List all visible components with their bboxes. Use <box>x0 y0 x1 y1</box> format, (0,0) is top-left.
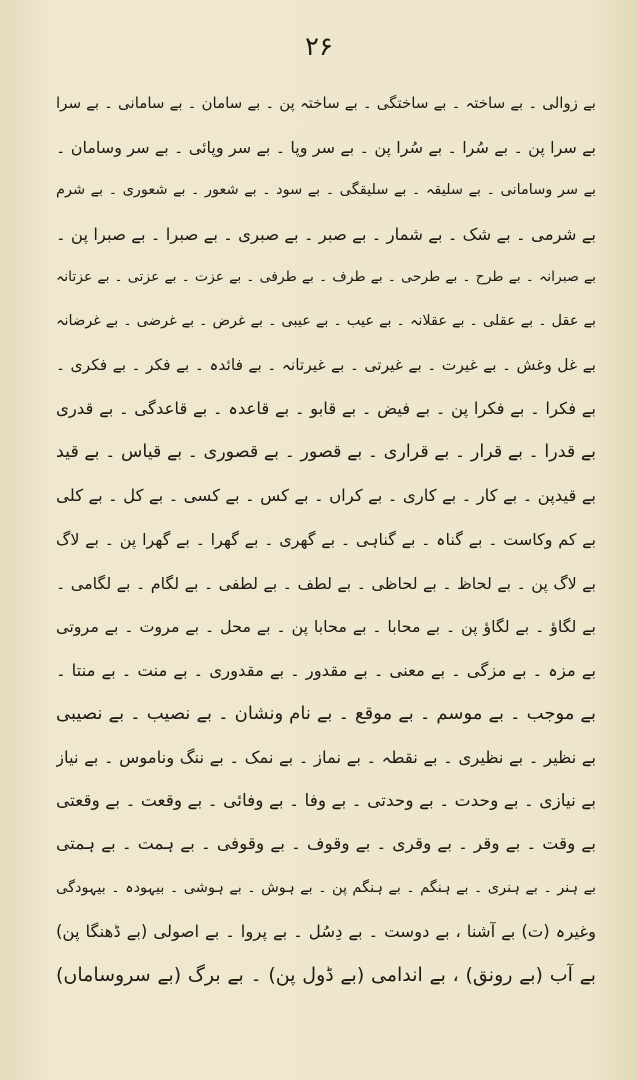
text-line: بے فکرا ۔ بے فکرا پن ۔ بے فیض ۔ بے قابو ۔ بے قاعدہ ۔ بے قاعدگی ۔ بے قدری <box>56 399 596 419</box>
text-body <box>56 82 596 997</box>
text-line: بے سرا پن ۔ بے سُرا ۔ بے سُرا پن ۔ بے سر وپا ۔ بے سر وپائی ۔ بے سر وسامان ۔ <box>56 137 596 157</box>
text-line: بے سر وسامانی ۔ بے سلیقہ ۔ بے سلیقگی ۔ بے سود ۔ بے شعور ۔ بے شعوری ۔ بے شرم <box>56 182 596 199</box>
text-line: بے لگاؤ ۔ بے لگاؤ پن ۔ بے محابا ۔ بے محابا پن ۔ بے محل ۔ بے مروت ۔ بے مروتی <box>56 617 596 637</box>
text-line: بے لاگ پن ۔ بے لحاظ ۔ بے لحاظی ۔ بے لطف ۔ بے لطفی ۔ بے لگام ۔ بے لگامی ۔ <box>56 573 596 593</box>
text-line: بے عقل ۔ بے عقلی ۔ بے عقلانہ ۔ بے عیب ۔ بے عیبی ۔ بے غرض ۔ بے غرضی ۔ بے غرضانہ <box>56 312 596 329</box>
text-line: بے غل وغش ۔ بے غیرت ۔ بے غیرتی ۔ بے غیرتانہ ۔ بے فائدہ ۔ بے فکر ۔ بے فکری ۔ <box>56 355 596 374</box>
text-line: بے مزہ ۔ بے مزگی ۔ بے معنی ۔ بے مقدور ۔ بے مقدوری ۔ بے منت ۔ بے منتا ۔ <box>56 660 596 680</box>
text-line: بے زوالی ۔ بے ساختہ ۔ بے ساختگی ۔ بے ساختہ پن ۔ بے سامان ۔ بے سامانی ۔ بے سرا <box>56 94 596 112</box>
text-line: بے قیدپن ۔ بے کار ۔ بے کاری ۔ بے کراں ۔ بے کس ۔ بے کسی ۔ بے کل ۔ بے کلی <box>56 486 596 506</box>
text-line: بے موجب ۔ بے موسم ۔ بے موقع ۔ بے نام ونشان ۔ بے نصیب ۔ بے نصیبی <box>56 703 596 725</box>
text-line: بے کم وکاست ۔ بے گناہ ۔ بے گناہی ۔ بے گھری ۔ بے گھرا ۔ بے گھرا پن ۔ بے لاگ <box>56 529 596 549</box>
text-line: بے صبرانہ ۔ بے طرح ۔ بے طرحی ۔ بے طرف ۔ بے طرفی ۔ بے عزت ۔ بے عزتی ۔ بے عزتانہ <box>56 269 596 286</box>
text-line: بے ہنر ۔ بے ہنری ۔ بے ہنگم ۔ بے ہنگم پن ۔ بے ہوش ۔ بے ہوشی ۔ بیہودہ ۔ بیہودگی <box>56 879 596 896</box>
text-line: بے قدرا ۔ بے قرار ۔ بے قراری ۔ بے قصور ۔ بے قصوری ۔ بے قیاس ۔ بے قید <box>56 441 596 462</box>
text-line: بے نیازی ۔ بے وحدت ۔ بے وحدتی ۔ بے وفا ۔ بے وفائی ۔ بے وقعت ۔ بے وقعتی <box>56 790 596 811</box>
text-line: بے وقت ۔ بے وقر ۔ بے وقری ۔ بے وقوف ۔ بے وقوفی ۔ بے ہمت ۔ بے ہمتی <box>56 834 596 855</box>
text-line: بے آب (بے رونق) ، بے اندامی (بے ڈول پن) ۔ بے برگ (بے سروساماں) <box>56 963 596 986</box>
page-number: ۲۶ <box>305 32 333 62</box>
text-line: وغیرہ (ت) بے آشنا ، بے دوست ۔ بے دِسُل ۔ بے پروا ۔ بے اصولی (بے ڈھنگا پن) <box>56 922 596 942</box>
text-line: بے شرمی ۔ بے شک ۔ بے شمار ۔ بے صبر ۔ بے صبری ۔ بے صبرا ۔ بے صبرا پن ۔ <box>56 224 596 244</box>
text-line: بے نظیر ۔ بے نظیری ۔ بے نقطہ ۔ بے نماز ۔ بے نمک ۔ بے ننگ وناموس ۔ بے نیاز <box>56 747 596 767</box>
